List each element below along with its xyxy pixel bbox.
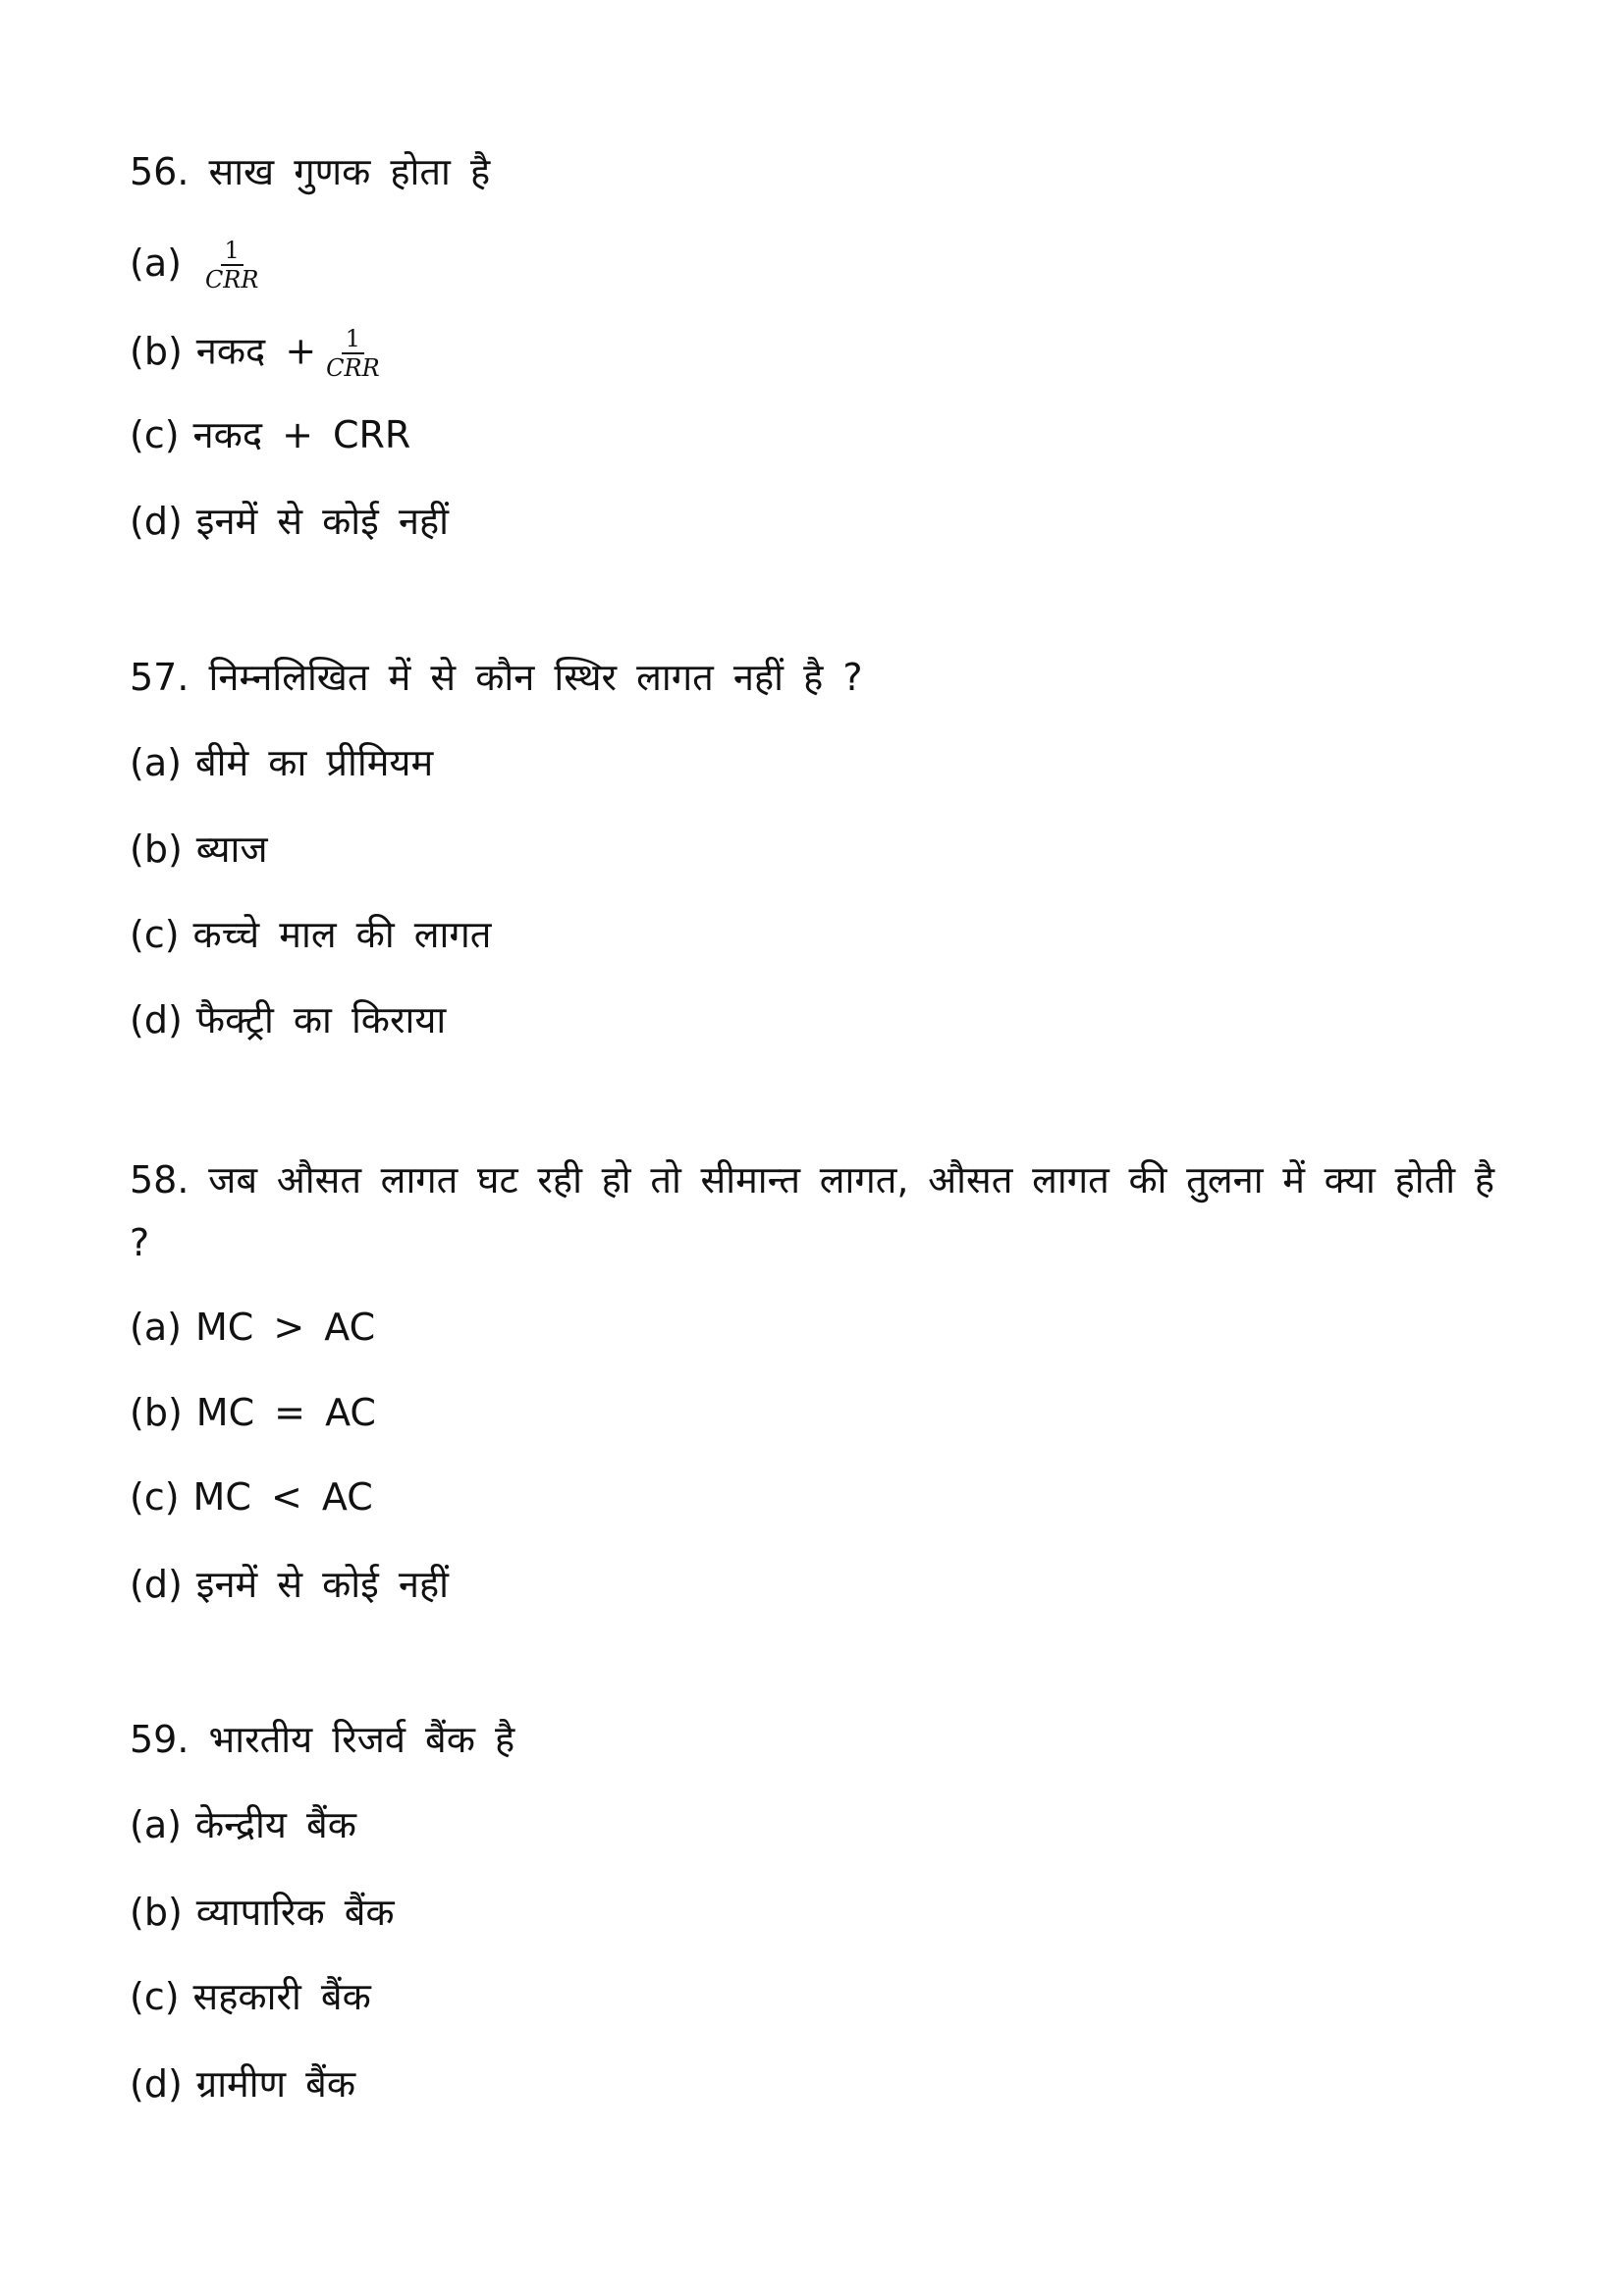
option-text: कच्चे माल की लागत (192, 913, 492, 956)
option-label: (a) (130, 741, 182, 784)
option-text: ग्रामीण बैंक (195, 2062, 356, 2106)
option-text: इनमें से कोई नहीं (195, 500, 449, 543)
question-text: निम्नलिखित में से कौन स्थिर लागत नहीं है ? (208, 656, 863, 699)
option-text: नकद + CRR (192, 413, 411, 456)
option-56-b (130, 325, 380, 382)
question-text: साख गुणक होता है (208, 150, 491, 193)
option-label: (d) (130, 998, 183, 1041)
option-56-a (130, 237, 259, 294)
denominator: CRR (326, 354, 380, 382)
option-59-b (130, 1888, 395, 1937)
option-text: नकद + (195, 329, 317, 373)
option-58-c (130, 1472, 373, 1522)
question-number: 57. (130, 656, 189, 699)
option-text: MC > AC (194, 1306, 376, 1349)
option-label: (d) (130, 1563, 183, 1606)
option-text: MC < AC (192, 1475, 373, 1519)
option-56-d (130, 497, 449, 546)
question-number: 56. (130, 150, 189, 193)
numerator: 1 (342, 325, 364, 354)
numerator: 1 (221, 237, 244, 266)
option-58-b (130, 1388, 376, 1437)
option-59-c (130, 1972, 371, 2021)
option-label: (b) (130, 1391, 183, 1434)
option-58-a (130, 1303, 375, 1352)
option-label: (d) (130, 2062, 183, 2106)
option-text: ब्याज (195, 828, 268, 871)
option-text: केन्द्रीय बैंक (194, 1803, 356, 1846)
option-57-d (130, 995, 446, 1044)
option-56-c (130, 410, 410, 459)
option-text: MC = AC (195, 1391, 376, 1434)
option-label: (a) (130, 1803, 182, 1846)
option-label: (b) (130, 329, 183, 373)
question-58 (130, 1148, 1494, 1274)
question-57 (130, 653, 863, 702)
option-text: व्यापारिक बैंक (195, 1891, 395, 1934)
option-label: (c) (130, 413, 180, 456)
option-58-d (130, 1560, 449, 1609)
option-label: (c) (130, 913, 180, 956)
option-text: सहकारी बैंक (192, 1975, 371, 2018)
option-label: (a) (130, 1306, 182, 1349)
option-59-a (130, 1800, 356, 1849)
fraction (205, 237, 259, 294)
fraction (326, 325, 380, 382)
denominator: CRR (204, 266, 259, 294)
question-59 (130, 1715, 514, 1764)
question-text: जब औसत लागत घट रही हो तो सीमान्त लागत, औसत लागत की तुलना में क्या होती है ? (130, 1158, 1494, 1264)
option-57-c (130, 910, 491, 959)
option-text: इनमें से कोई नहीं (195, 1563, 449, 1606)
option-text: बीमे का प्रीमियम (194, 741, 434, 784)
question-number: 58. (130, 1158, 189, 1201)
option-57-b (130, 825, 268, 874)
option-59-d (130, 2059, 355, 2109)
question-56 (130, 147, 490, 196)
option-label: (b) (130, 1891, 183, 1934)
question-text: भारतीय रिजर्व बैंक है (208, 1718, 515, 1761)
option-label: (c) (130, 1975, 180, 2018)
option-text: फैक्ट्री का किराया (195, 998, 447, 1041)
option-label: (c) (130, 1475, 180, 1519)
question-number: 59. (130, 1718, 189, 1761)
option-label: (a) (130, 240, 182, 285)
option-label: (d) (130, 500, 183, 543)
option-label: (b) (130, 828, 183, 871)
option-57-a (130, 738, 433, 787)
